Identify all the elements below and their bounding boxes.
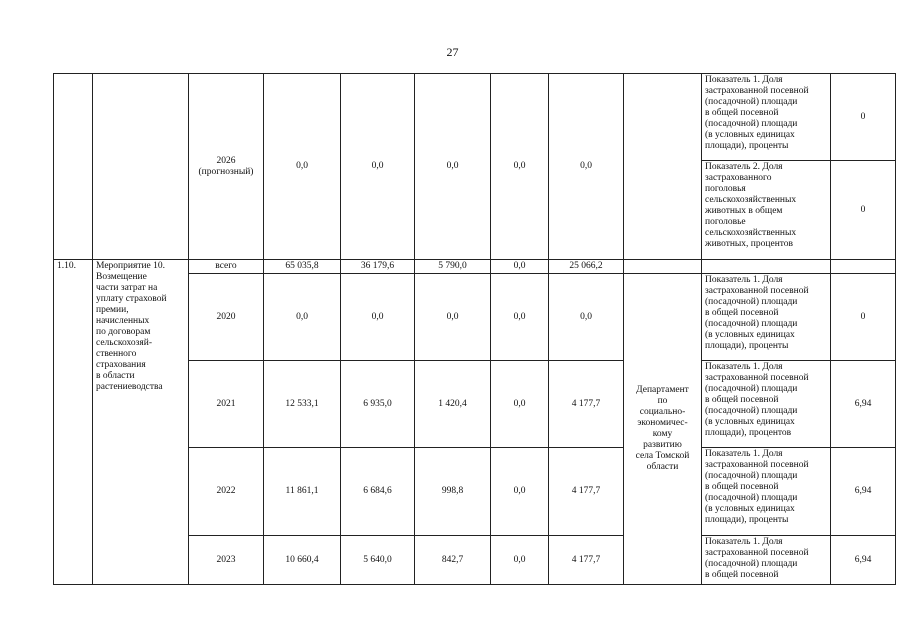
value-2023-total: 10 660,4 [285, 554, 319, 565]
value-2022-other: 4 177,7 [571, 486, 601, 496]
value-2026-federal: 0,0 [371, 161, 384, 171]
value-2023-local: 0,0 [513, 554, 526, 565]
value-2026-other: 0,0 [580, 161, 592, 171]
indicator-2020: Показатель 1. Доля застрахованной посевной (посадочной) площади в общей посевной (посадочной) площади (в условных единицах площади), проценты [705, 275, 809, 351]
indicator-2021: Показатель 1. Доля застрахованной посевной (посадочной) площади в общей посевной (посадочной) площади (в условных единицах площади), процентов [705, 362, 809, 438]
value-2022-local: 0,0 [513, 486, 526, 496]
page-number: 27 [446, 45, 459, 59]
indicator-value-2020: 0 [860, 311, 866, 322]
value-2020-federal: 0,0 [371, 311, 384, 322]
value-2022-total: 11 861,1 [285, 486, 319, 496]
indicator-2026-2: Показатель 2. Доля застрахованного поголовья сельскохозяйственных животных в общем поголовье сельскохозяйственных животных, процентов [705, 162, 797, 249]
value-2023-regional: 842,7 [441, 554, 464, 565]
value-2022-regional: 998,8 [441, 486, 464, 496]
year-2021: 2021 [216, 398, 236, 409]
value-2026-regional: 0,0 [446, 161, 459, 171]
value-2022-federal: 6 684,6 [363, 486, 392, 496]
value-2021-regional: 1 420,4 [438, 398, 467, 409]
indicator-2026-1: Показатель 1. Доля застрахованной посевной (посадочной) площади в общей посевной (посадочной) площади (в условных единицах площади), проценты [705, 75, 809, 151]
value-2020-other: 0,0 [580, 311, 592, 322]
year-2023: 2023 [216, 554, 236, 565]
indicator-value-2023: 6,94 [854, 554, 872, 565]
indicator-2023: Показатель 1. Доля застрахованной посевной (посадочной) площади в общей посевной [705, 537, 809, 580]
value-2021-local: 0,0 [513, 398, 526, 409]
measure-name: Мероприятие 10. Возмещение части затрат на уплату страховой премии, начисленных по договорам сельскохозяй- ственного страхования в области растениеводства [96, 261, 167, 392]
executor: Департамент по социально- экономичес- кому развитию села Томской области [635, 385, 690, 472]
year-2026: 2026 (прогнозный) [198, 155, 254, 177]
value-2026-total: 0,0 [296, 161, 308, 171]
value-2021-federal: 6 935,0 [363, 398, 392, 409]
year-2022: 2022 [216, 486, 236, 496]
indicator-value-2021: 6,94 [854, 398, 872, 409]
value-2020-regional: 0,0 [446, 311, 459, 322]
value-2021-total: 12 533,1 [285, 398, 319, 409]
value-2023-other: 4 177,7 [571, 554, 601, 565]
total-value-local: 0,0 [513, 261, 526, 271]
value-2026-local: 0,0 [513, 161, 526, 171]
value-2020-local: 0,0 [513, 311, 526, 322]
total-value-regional: 5 790,0 [438, 261, 467, 271]
year-2020: 2020 [216, 311, 236, 322]
indicator-value-2022: 6,94 [854, 486, 872, 496]
value-2020-total: 0,0 [296, 311, 308, 322]
indicator-value-2026-2: 0 [860, 204, 866, 215]
total-value-other: 25 066,2 [569, 261, 603, 271]
indicator-2022: Показатель 1. Доля застрахованной посевной (посадочной) площади в общей посевной (посадочной) площади (в условных единицах площади), проценты [705, 449, 809, 525]
value-2021-other: 4 177,7 [571, 398, 601, 409]
total-value-federal: 36 179,6 [360, 261, 395, 271]
value-2023-federal: 5 640,0 [363, 554, 392, 565]
indicator-value-2026-1: 0 [860, 111, 866, 122]
total-value-total: 65 035,8 [285, 261, 319, 271]
measure-number: 1.10. [57, 261, 76, 271]
total-label: всего [215, 261, 237, 271]
